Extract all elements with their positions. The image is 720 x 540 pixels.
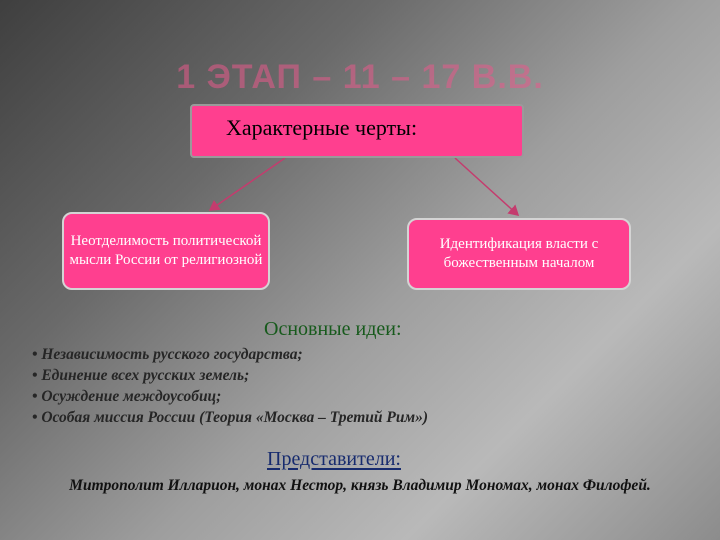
- characteristic-features-box: [190, 104, 524, 158]
- main-ideas-heading: Основные идеи:: [264, 318, 402, 340]
- main-ideas-list: [32, 344, 428, 428]
- representatives-heading: Представители:: [267, 448, 401, 470]
- list-item: • Единение всех русских земель;: [32, 365, 428, 386]
- identification-label: Идентификация власти с божественным началом: [439, 236, 599, 271]
- inseparability-label: Неотделимость политической мысли России от религиозной: [69, 233, 263, 268]
- right-connector-arrow: [455, 158, 518, 215]
- inseparability-box: [62, 212, 270, 290]
- list-item: • Независимость русского государства;: [32, 344, 428, 365]
- list-item: • Особая миссия России (Теория «Москва – Третий Рим»): [32, 407, 428, 428]
- identification-box: [407, 218, 631, 290]
- representatives-text: Митрополит Илларион, монах Нестор, князь Владимир Мономах, монах Филофей.: [69, 477, 651, 494]
- slide-title: 1 ЭТАП – 11 – 17 В.В.: [176, 58, 544, 96]
- left-connector-arrow: [210, 158, 285, 210]
- list-item: • Осуждение междоусобиц;: [32, 386, 428, 407]
- characteristic-features-label: Характерные черты:: [226, 115, 418, 140]
